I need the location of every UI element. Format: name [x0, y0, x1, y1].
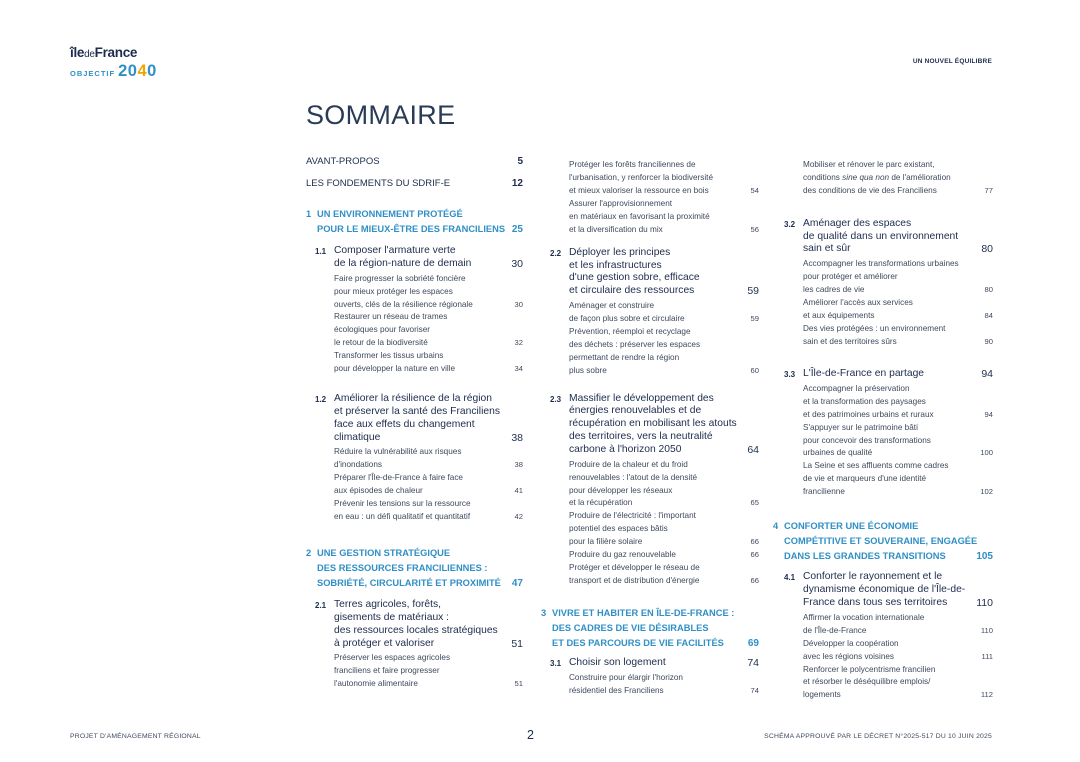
section-number: 2 — [306, 548, 312, 559]
toc-page-number: 47 — [511, 578, 523, 590]
toc-page-number: 80 — [981, 243, 993, 256]
item-line: Accompagner la préservation — [803, 383, 910, 393]
toc-item[interactable] — [803, 422, 993, 461]
item-line: Transformer les tissus urbains — [334, 351, 444, 361]
item-line: Protéger les forêts franciliennes de — [569, 160, 696, 169]
toc-item[interactable] — [569, 562, 759, 588]
toc-page-number: 56 — [750, 224, 759, 234]
toc-page-number: 51 — [511, 637, 523, 650]
item-line: l'autonomie alimentaire — [334, 679, 418, 689]
toc-subsection-2-2[interactable] — [541, 247, 759, 298]
footer-page-number: 2 — [527, 728, 534, 742]
logo — [70, 46, 157, 82]
item-line: sain et des territoires sûrs — [803, 336, 897, 346]
section-title-line: COMPÉTITIVE ET SOUVERAINE, ENGAGÉE — [784, 536, 978, 547]
subsection-number: 4.1 — [784, 573, 796, 583]
subsection-title-line: Massifier le développement des — [569, 392, 714, 404]
toc-page-number: 30 — [514, 299, 523, 309]
item-line: renouvelables : l'atout de la densité — [569, 472, 698, 482]
item-line: Assurer l'approvisionnement — [569, 198, 673, 208]
item-text: de l'amélioration — [889, 172, 951, 182]
subsection-title-line: de qualité dans un environnement — [803, 230, 959, 242]
toc-entry-label: AVANT-PROPOS — [306, 156, 380, 167]
subsection-title-line: gisements de matériaux : — [334, 611, 450, 623]
item-line: Faire progresser la sobriété foncière — [334, 273, 466, 283]
item-line: ouverts, clés de la résilience régionale — [334, 299, 473, 309]
item-line: Construire pour élargir l'horizon — [569, 672, 683, 682]
toc-page-number: 74 — [750, 685, 759, 695]
item-line: Réduire la vulnérabilité aux risques — [334, 447, 462, 457]
subsection-number: 3.1 — [550, 659, 562, 669]
toc-item[interactable] — [803, 383, 993, 422]
subsection-number: 2.3 — [550, 394, 562, 404]
item-line: et résorber le déséquilibre emplois/ — [803, 677, 931, 687]
toc-page-number: 94 — [984, 409, 993, 419]
toc-item[interactable] — [569, 198, 759, 237]
toc-item[interactable] — [569, 672, 759, 698]
toc-subsection-1-1[interactable] — [306, 245, 523, 271]
section-title-line: VIVRE ET HABITER EN ÎLE-DE-FRANCE : — [552, 608, 735, 619]
subsection-title-line: Choisir son logement — [569, 657, 666, 669]
toc-subsection-2-1[interactable] — [306, 599, 523, 650]
section-title-line: DANS LES GRANDES TRANSITIONS — [784, 551, 946, 562]
toc-items-3-2 — [775, 258, 993, 349]
item-line: et la transformation des paysages — [803, 396, 926, 406]
toc-page-number: 54 — [750, 185, 759, 195]
toc-subsection-1-2[interactable] — [306, 393, 523, 444]
item-line: pour protéger et améliorer — [803, 272, 898, 282]
toc-item[interactable] — [569, 300, 759, 326]
header-tagline: UN NOUVEL ÉQUILIBRE — [912, 58, 992, 65]
toc-items-3-3 — [775, 383, 993, 500]
item-line: Des vies protégées : un environnement — [803, 324, 946, 334]
item-line: Produire de l'électricité : l'important — [569, 511, 696, 521]
toc-item[interactable] — [803, 460, 993, 499]
toc-subsection-3-2[interactable] — [775, 218, 993, 256]
item-line: Affirmer la vocation internationale — [803, 612, 925, 622]
toc-page-number: 110 — [980, 625, 993, 635]
item-line: Produire du gaz renouvelable — [569, 550, 676, 560]
toc-items-2-1-cont — [541, 159, 759, 237]
subsection-title-line: à protéger et valoriser — [334, 637, 435, 649]
logo-ile: île — [70, 45, 85, 60]
toc-page-number: 34 — [514, 364, 523, 374]
toc-item[interactable] — [569, 159, 759, 198]
item-line: de façon plus sobre et circulaire — [569, 313, 685, 323]
item-line: franciliens et faire progresser — [334, 666, 440, 676]
item-line: pour mieux protéger les espaces — [334, 286, 453, 296]
toc-item[interactable] — [803, 638, 993, 664]
toc-section-3[interactable] — [541, 606, 759, 651]
toc-subsection-3-3[interactable] — [775, 368, 993, 381]
toc-items-2-2 — [541, 300, 759, 378]
subsection-title-line: énergies renouvelables et de — [569, 405, 702, 417]
toc-item[interactable] — [803, 323, 993, 349]
toc-page-number: 84 — [984, 311, 993, 321]
item-line: Restaurer un réseau de trames — [334, 312, 448, 322]
item-line: avec les régions voisines — [803, 651, 895, 661]
toc-page-number: 66 — [750, 550, 759, 560]
toc-items-1-2 — [306, 446, 523, 524]
item-line: d'inondations — [334, 460, 382, 470]
toc-page-number: 102 — [980, 487, 993, 497]
toc-page-number: 69 — [747, 638, 759, 650]
toc-column-1 — [306, 156, 523, 691]
subsection-title-line: Déployer les principes — [569, 246, 671, 258]
item-line: Renforcer le polycentrisme francilien — [803, 664, 936, 674]
toc-items-2-3 — [541, 459, 759, 589]
toc-item[interactable] — [803, 258, 993, 297]
item-line: pour concevoir des transformations — [803, 435, 931, 445]
item-line: Améliorer l'accès aux services — [803, 298, 913, 308]
toc-page-number: 60 — [750, 365, 759, 375]
subsection-number: 1.1 — [315, 247, 327, 256]
item-line: pour développer la nature en ville — [334, 364, 456, 374]
toc-subsection-4-1[interactable] — [775, 571, 993, 609]
subsection-title-line: récupération en mobilisant les atouts — [569, 418, 737, 430]
toc-item[interactable] — [334, 273, 523, 312]
item-line: Mobiliser et rénover le parc existant, — [803, 160, 935, 169]
toc-page-number: 66 — [750, 576, 759, 586]
toc-page-number: 90 — [984, 336, 993, 346]
toc-page-number: 59 — [747, 285, 759, 298]
toc-items-1-1 — [306, 273, 523, 377]
toc-page-number: 30 — [511, 257, 523, 270]
toc-page-number: 65 — [750, 498, 759, 508]
item-line: et la récupération — [569, 498, 633, 508]
logo-objectif-label: OBJECTIF — [70, 69, 116, 78]
subsection-title-line: des ressources locales stratégiques — [334, 624, 498, 636]
toc-page-number: 38 — [514, 460, 523, 470]
toc-entry-avant-propos[interactable] — [306, 156, 523, 168]
toc-page-number: 111 — [981, 651, 993, 661]
toc-column-3 — [775, 157, 993, 702]
toc-column-2 — [541, 157, 759, 698]
section-title-line: POUR LE MIEUX-ÊTRE DES FRANCILIENS — [317, 224, 506, 234]
toc-page-number: 112 — [980, 690, 993, 700]
toc-item[interactable] — [334, 498, 523, 524]
subsection-number: 2.1 — [315, 601, 327, 611]
subsection-title-line: des territoires, vers la neutralité — [569, 431, 713, 443]
section-number: 3 — [541, 608, 547, 619]
logo-year-digit: 2 — [118, 62, 128, 80]
toc-items-2-1 — [306, 652, 523, 691]
item-line: potentiel des espaces bâtis — [569, 524, 668, 534]
item-line: et mieux valoriser la ressource en bois — [569, 185, 709, 195]
toc-page-number: 38 — [511, 431, 523, 444]
logo-year-digit: 0 — [127, 62, 138, 80]
item-line: urbaines de qualité — [803, 448, 873, 458]
toc-subsection-3-1[interactable] — [541, 657, 759, 670]
toc-section-4[interactable] — [773, 519, 993, 564]
logo-wordmark — [70, 46, 157, 62]
item-line: Accompagner les transformations urbaines — [803, 259, 959, 269]
item-line: transport et de distribution d'énergie — [569, 576, 700, 586]
toc-page-number: 100 — [980, 448, 993, 458]
logo-objectif — [70, 63, 157, 82]
toc-items-4-1 — [775, 612, 993, 703]
subsection-number: 3.3 — [784, 369, 796, 379]
item-line — [803, 172, 993, 185]
item-line: le retour de la biodiversité — [334, 338, 428, 348]
item-line: logements — [803, 690, 841, 700]
footer-left: PROJET D'AMÉNAGEMENT RÉGIONAL — [70, 733, 201, 740]
toc-items-3-1-cont — [775, 159, 993, 198]
item-line: Préparer l'Île-de-France à faire face — [334, 473, 463, 483]
toc-page-number: 105 — [976, 551, 993, 563]
subsection-title-line: sain et sûr — [803, 243, 851, 255]
item-line: et aux équipements — [803, 311, 875, 321]
toc-item[interactable] — [334, 350, 523, 376]
toc-page-number: 12 — [511, 178, 523, 189]
subsection-title-line: face aux effets du changement — [334, 418, 475, 430]
toc-page-number: 32 — [514, 338, 523, 348]
toc-item[interactable] — [334, 446, 523, 472]
item-line: permettant de rendre la région — [569, 352, 680, 362]
subsection-number: 2.2 — [550, 248, 562, 258]
section-title-line: UN ENVIRONNEMENT PROTÉGÉ — [317, 209, 463, 219]
item-line: résidentiel des Franciliens — [569, 685, 664, 695]
section-number: 1 — [306, 209, 312, 219]
item-text: conditions — [803, 172, 843, 182]
subsection-title-line: L'Île-de-France en partage — [803, 367, 925, 379]
subsection-title-line: et préserver la santé des Franciliens — [334, 406, 500, 418]
item-line: francilienne — [803, 487, 845, 497]
toc-item[interactable] — [569, 326, 759, 378]
subsection-title-line: dynamisme économique de l'Île-de- — [803, 584, 966, 596]
item-line: plus sobre — [569, 365, 607, 375]
toc-page-number: 51 — [514, 679, 523, 689]
toc-page-number: 41 — [514, 486, 523, 496]
item-line: Préserver les espaces agricoles — [334, 653, 451, 663]
toc-page-number: 25 — [511, 224, 523, 235]
item-text-italic: sine qua non — [842, 172, 890, 182]
toc-item[interactable] — [334, 652, 523, 691]
subsection-number: 1.2 — [315, 395, 327, 405]
item-line: Développer la coopération — [803, 638, 899, 648]
toc-item[interactable] — [803, 297, 993, 323]
subsection-title-line: et circulaire des ressources — [569, 285, 695, 297]
item-line: de l'Île-de-France — [803, 625, 867, 635]
item-line: en matériaux en favorisant la proximité — [569, 211, 710, 221]
toc-page-number: 110 — [976, 596, 993, 609]
item-line: pour la filière solaire — [569, 537, 643, 547]
toc-entry-label: LES FONDEMENTS DU SDRIF-E — [306, 178, 451, 189]
item-line: et la diversification du mix — [569, 224, 663, 234]
toc-item[interactable] — [334, 311, 523, 350]
logo-year-digit: 0 — [147, 62, 157, 80]
subsection-number: 3.2 — [784, 219, 796, 229]
section-title-line: SOBRIÉTÉ, CIRCULARITÉ ET PROXIMITÉ — [317, 578, 501, 589]
toc-subsection-2-3[interactable] — [541, 393, 759, 457]
item-line: écologiques pour favoriser — [334, 325, 431, 335]
item-line: Produire de la chaleur et du froid — [569, 459, 688, 469]
logo-france: France — [94, 45, 138, 60]
logo-year-digit: 4 — [137, 62, 148, 80]
toc-item[interactable] — [803, 159, 993, 198]
item-line: en eau : un défi qualitatif et quantitatif — [334, 512, 471, 522]
toc-item[interactable] — [569, 459, 759, 511]
toc-page-number: 42 — [514, 512, 523, 522]
subsection-title-line: carbone à l'horizon 2050 — [569, 443, 682, 455]
item-line: pour développer les réseaux — [569, 485, 673, 495]
section-title-line: ET DES PARCOURS DE VIE FACILITÉS — [552, 638, 724, 649]
item-line: Prévention, réemploi et recyclage — [569, 326, 691, 336]
item-line: Protéger et développer le réseau de — [569, 563, 700, 573]
toc-item[interactable] — [803, 664, 993, 703]
subsection-title-line: Aménager des espaces — [803, 217, 912, 229]
item-line: aux épisodes de chaleur — [334, 486, 423, 496]
toc-item[interactable] — [803, 612, 993, 638]
subsection-title-line: Terres agricoles, forêts, — [334, 599, 442, 611]
toc-items-3-1 — [541, 672, 759, 698]
section-title-line: CONFORTER UNE ÉCONOMIE — [784, 521, 919, 532]
subsection-title-line: Conforter le rayonnement et le — [803, 571, 943, 583]
toc-section-2[interactable] — [306, 546, 523, 591]
toc-item[interactable] — [569, 510, 759, 549]
toc-page-number: 64 — [747, 443, 759, 456]
toc-item[interactable] — [334, 472, 523, 498]
toc-entry-fondements[interactable] — [306, 178, 523, 190]
toc-page-number: 77 — [984, 185, 993, 195]
section-number: 4 — [773, 521, 779, 532]
toc-page-number: 5 — [517, 156, 523, 167]
page-title: SOMMAIRE — [306, 100, 456, 130]
item-line: l'urbanisation, y renforcer la biodiversité — [569, 172, 714, 182]
item-line: des conditions de vie des Franciliens — [803, 185, 937, 195]
subsection-title-line: Composer l'armature verte — [334, 245, 456, 256]
subsection-title-line: d'une gestion sobre, efficace — [569, 272, 700, 284]
item-line: et des patrimoines urbains et ruraux — [803, 409, 934, 419]
item-line: La Seine et ses affluents comme cadres — [803, 461, 949, 471]
logo-year — [118, 63, 157, 79]
section-title-line: DES RESSOURCES FRANCILIENNES : — [317, 563, 488, 574]
item-line: Prévenir les tensions sur la ressource — [334, 499, 471, 509]
subsection-title-line: France dans tous ses territoires — [803, 596, 948, 608]
item-line: de vie et marqueurs d'une identité — [803, 474, 927, 484]
item-line: S'appuyer sur le patrimoine bâti — [803, 422, 918, 432]
toc-page-number: 80 — [984, 285, 993, 295]
section-title-line: UNE GESTION STRATÉGIQUE — [317, 548, 451, 559]
subsection-title-line: climatique — [334, 431, 381, 443]
logo-de: de — [84, 49, 95, 60]
item-line: les cadres de vie — [803, 285, 865, 295]
subsection-title-line: et les infrastructures — [569, 259, 662, 271]
item-line: Aménager et construire — [569, 300, 655, 310]
section-title-line: DES CADRES DE VIE DÉSIRABLES — [552, 623, 709, 634]
toc-page-number: 66 — [750, 537, 759, 547]
toc-section-1[interactable] — [306, 207, 523, 237]
footer-right: SCHÉMA APPROUVÉ PAR LE DÉCRET N°2025-517 DU 10 JUIN 2025 — [764, 733, 992, 740]
toc-item[interactable] — [569, 549, 759, 562]
toc-page-number: 74 — [747, 657, 759, 670]
toc-page-number: 59 — [750, 313, 759, 323]
subsection-title-line: de la région-nature de demain — [334, 257, 472, 269]
toc-page-number: 94 — [981, 367, 993, 380]
subsection-title-line: Améliorer la résilience de la région — [334, 393, 492, 405]
item-line: des déchets : préserver les espaces — [569, 339, 701, 349]
